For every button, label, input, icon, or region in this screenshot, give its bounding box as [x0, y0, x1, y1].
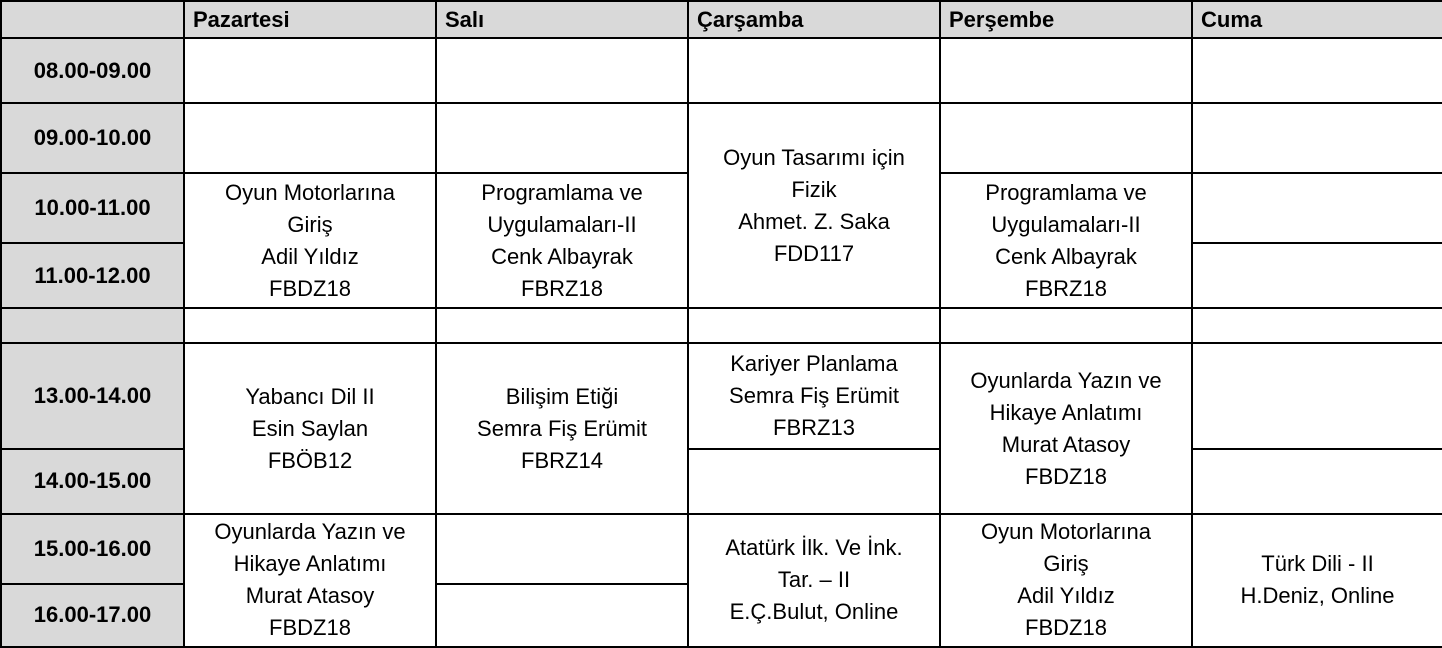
time-slot-label: 14.00-15.00 [1, 449, 184, 514]
course-room: FBDZ18 [1025, 463, 1107, 489]
course-title: Giriş [287, 211, 333, 237]
course-cell-mon-yabanci-dil [184, 343, 436, 513]
time-slot-label [1, 308, 184, 343]
course-title: Fizik [791, 176, 837, 202]
course-instructor: H.Deniz, Online [1240, 583, 1395, 609]
course-room: FBRZ18 [1025, 275, 1107, 301]
course-cell-tue-bilisim-etigi [436, 343, 688, 513]
course-instructor: E.Ç.Bulut, Online [729, 599, 899, 625]
course-title: Türk Dili - II [1261, 551, 1374, 577]
course-title: Programlama ve [985, 179, 1147, 205]
corner-cell [1, 1, 184, 38]
course-cell-mon-oyunlarda-yazin [184, 514, 436, 647]
empty-cell [184, 38, 436, 103]
course-instructor: Cenk Albayrak [491, 243, 633, 269]
time-slot-label: 16.00-17.00 [1, 584, 184, 647]
course-room: FBDZ18 [269, 615, 351, 641]
day-header-friday: Cuma [1192, 1, 1442, 38]
empty-cell [436, 308, 688, 343]
course-room: FBRZ18 [521, 275, 603, 301]
course-room: FBRZ14 [521, 447, 603, 473]
time-slot-label: 10.00-11.00 [1, 173, 184, 243]
course-instructor: Murat Atasoy [245, 583, 375, 609]
course-title: Oyun Motorlarına [981, 519, 1151, 545]
table-row [1, 308, 1442, 343]
course-instructor: Esin Saylan [251, 415, 369, 441]
table-row [1, 514, 1442, 584]
time-slot-label: 13.00-14.00 [1, 343, 184, 448]
course-instructor: Semra Fiş Erümit [477, 415, 647, 441]
course-cell-mon-oyun-motorlari [184, 173, 436, 308]
course-title: Oyun Motorlarına [225, 179, 395, 205]
course-cell-wed-ataturk-ilkeleri [688, 514, 940, 647]
course-instructor: Semra Fiş Erümit [729, 383, 899, 409]
empty-cell [688, 308, 940, 343]
empty-cell [184, 308, 436, 343]
course-title: Yabancı Dil II [245, 383, 375, 409]
course-title: Uygulamaları-II [991, 211, 1141, 237]
course-cell-thu-programlama [940, 173, 1192, 308]
time-slot-label: 08.00-09.00 [1, 38, 184, 103]
empty-cell [436, 584, 688, 647]
course-title: Programlama ve [481, 179, 643, 205]
course-instructor: Adil Yıldız [1017, 583, 1115, 609]
table-row [1, 103, 1442, 173]
time-slot-label: 09.00-10.00 [1, 103, 184, 173]
course-room: FDD117 [773, 240, 855, 266]
empty-cell [1192, 243, 1442, 308]
empty-cell [940, 38, 1192, 103]
course-title: Oyunlarda Yazın ve [214, 519, 406, 545]
course-title: Bilişim Etiği [505, 383, 619, 409]
empty-cell [940, 103, 1192, 173]
course-title: Giriş [1043, 551, 1089, 577]
empty-cell [940, 308, 1192, 343]
empty-cell [436, 514, 688, 584]
empty-cell [1192, 343, 1442, 448]
time-slot-label: 15.00-16.00 [1, 514, 184, 584]
empty-cell [1192, 308, 1442, 343]
header-row [1, 1, 1442, 38]
table-row [1, 38, 1442, 103]
course-cell-wed-oyun-tasarimi [688, 103, 940, 308]
day-header-tuesday: Salı [436, 1, 688, 38]
course-title: Hikaye Anlatımı [233, 551, 387, 577]
course-title: Oyunlarda Yazın ve [970, 367, 1162, 393]
course-cell-thu-oyun-motorlari [940, 514, 1192, 647]
course-room: FBDZ18 [269, 275, 351, 301]
course-title: Tar. – II [777, 567, 851, 593]
empty-cell [184, 103, 436, 173]
empty-cell [1192, 103, 1442, 173]
course-cell-tue-programlama [436, 173, 688, 308]
day-header-wednesday: Çarşamba [688, 1, 940, 38]
course-title: Kariyer Planlama [730, 351, 898, 377]
empty-cell [688, 38, 940, 103]
course-cell-wed-kariyer-planlama [688, 343, 940, 448]
empty-cell [436, 38, 688, 103]
day-header-monday: Pazartesi [184, 1, 436, 38]
empty-cell [1192, 38, 1442, 103]
day-header-thursday: Perşembe [940, 1, 1192, 38]
empty-cell [688, 449, 940, 514]
course-instructor: Cenk Albayrak [995, 243, 1137, 269]
course-cell-thu-oyunlarda-yazin [940, 343, 1192, 513]
course-room: FBÖB12 [267, 447, 353, 473]
empty-cell [436, 103, 688, 173]
course-title: Uygulamaları-II [487, 211, 637, 237]
course-instructor: Adil Yıldız [261, 243, 359, 269]
empty-cell [1192, 449, 1442, 514]
course-instructor: Ahmet. Z. Saka [738, 208, 890, 234]
table-row [1, 343, 1442, 448]
course-cell-fri-turk-dili [1192, 514, 1442, 647]
empty-cell [1192, 173, 1442, 243]
course-title: Atatürk İlk. Ve İnk. [725, 535, 903, 561]
course-title: Oyun Tasarımı için [723, 144, 905, 170]
course-instructor: Murat Atasoy [1001, 431, 1131, 457]
course-room: FBRZ13 [773, 415, 855, 441]
course-room: FBDZ18 [1025, 615, 1107, 641]
time-slot-label: 11.00-12.00 [1, 243, 184, 308]
course-title: Hikaye Anlatımı [989, 399, 1143, 425]
